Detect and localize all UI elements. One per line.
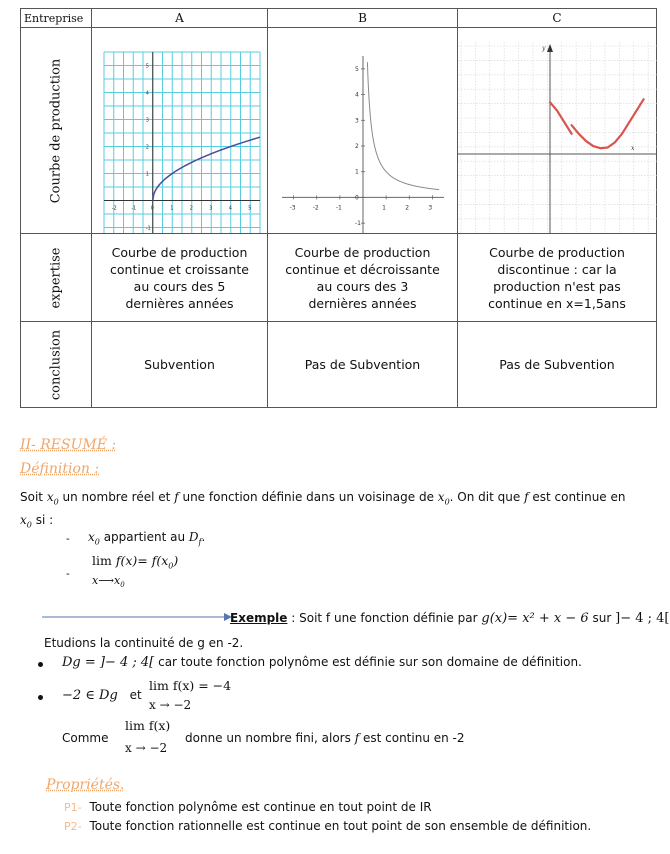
y-tick-label: -1 [145,225,151,232]
row-label-expertise: expertise [21,234,92,322]
exemple-arrow [42,612,232,622]
y-axis-label: y [542,45,546,52]
header-entreprise: Entreprise [21,9,92,28]
row-label-courbe: Courbe de production [21,28,92,234]
x-tick-label: 1 [170,205,174,212]
series-line-branch-right [572,99,644,148]
conclusion-c: Pas de Subvention [458,322,657,408]
bullet-2-text: −2 ∈ Dg et [62,688,142,703]
x-tick-label: 4 [228,205,232,212]
x-tick-label: -1 [131,205,137,212]
comparison-table [20,8,657,408]
proprietes-title: Propriétés. [46,777,125,793]
y-tick-label: 4 [355,91,359,99]
y-tick-label: 5 [355,65,359,73]
comme-lim: lim f(x) [125,718,171,733]
header-a: A [92,9,268,28]
x-tick-label: 1 [382,204,386,212]
graph-a-cell [92,28,268,234]
expertise-a: Courbe de production continue et croissante au cours des 5 dernières années [92,234,268,322]
y-tick-label: 5 [145,63,149,70]
property-1: P1- Toute fonction polynôme est continue en tout point de IR [64,800,432,814]
bullet-2 [38,695,43,700]
x-tick-label: 3 [428,204,433,212]
comme-arrow: x → −2 [125,741,168,755]
graph-a [92,28,268,233]
graph-c [458,28,657,233]
condition-2-arrow: $x⟶x_0$ [92,574,125,590]
header-c: C [458,9,657,28]
conclusion-a: Subvention [92,322,268,408]
row-conclusion [21,322,657,408]
condition-1: $x_0$ appartient au $D_f$. [88,530,206,547]
conclusion-b: Pas de Subvention [268,322,458,408]
exemple-line: Exemple : Soit f une fonction définie par g(x)= x² + x − 6 sur ]− 4 ; 4[ [230,611,670,626]
y-tick-label: 1 [145,171,149,178]
section-title: II- RESUMÉ : [20,437,117,453]
comme-label: Comme [62,731,109,745]
x-tick-label: -1 [335,204,342,212]
condition-2-lim: $\lim f(x)= f(x_0)$ [92,553,179,571]
expertise-c: Courbe de production discontinue : car la production n'est pas continue en x=1,5ans [458,234,657,322]
x-tick-label: 2 [189,205,193,212]
y-tick-label: 1 [355,168,359,176]
series-line-f-1-x [367,62,439,190]
graph-b [268,28,458,233]
x-tick-label: 5 [248,205,252,212]
bullet-1 [38,662,43,667]
x-tick-label: -2 [312,204,319,212]
x-tick-label: -3 [289,204,296,212]
header-b: B [268,9,458,28]
comme-text: donne un nombre fini, alors f est continu en -2 [185,731,465,745]
bullet-1-text: Dg = ]− 4 ; 4[ car toute fonction polynôme est définie sur son domaine de définition. [62,655,582,670]
y-tick-label: 3 [145,117,149,124]
y-tick-label: 4 [145,90,149,97]
x-axis-label: x [631,145,635,152]
y-tick-label: -1 [355,220,361,228]
y-tick-label: 0 [355,194,359,202]
x-tick-label: 2 [405,204,410,212]
y-tick-label: 2 [355,143,359,150]
y-tick-label: 3 [355,117,359,125]
graph-c-cell [458,28,657,234]
x-tick-label: -2 [111,205,117,212]
row-label-conclusion: conclusion [21,322,92,408]
property-2: P2- Toute fonction rationnelle est continue en tout point de son ensemble de définition. [64,819,592,833]
definition-text: Soit $x_0$ un nombre réel et f une fonction définie dans un voisinage de $x_0$. On dit que f est continue en $x_0$ si : [20,490,626,530]
etudions-text: Etudions la continuité de g en -2. [44,636,244,650]
expertise-b: Courbe de production continue et décroissante au cours des 3 dernières années [268,234,458,322]
table-header-row [21,9,657,28]
row-expertise [21,234,657,322]
graph-b-cell [268,28,458,234]
bullet-2-arrow: x → −2 [149,698,192,712]
bullet-2-lim: lim f(x) = −4 [149,678,232,693]
y-tick-label: 2 [145,144,149,151]
x-tick-label: 3 [209,205,213,212]
x-tick-label: 0 [150,205,154,212]
series-line-branch-left [550,102,572,134]
definition-title: Définition : [20,461,100,477]
y-axis-arrow [547,44,553,52]
row-courbe [21,28,657,234]
